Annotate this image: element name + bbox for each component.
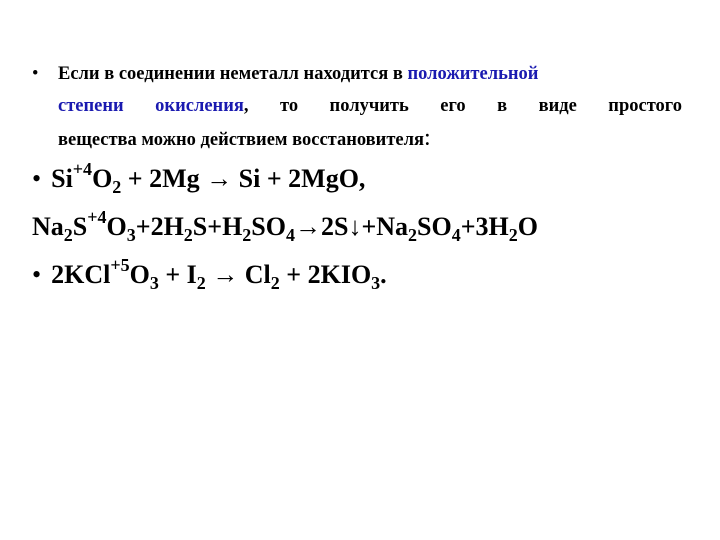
eq-text: SO — [251, 212, 286, 241]
eq-text: →2S↓+Na — [294, 212, 409, 241]
intro-line-3 — [58, 122, 682, 156]
subscript: 2 — [112, 177, 122, 197]
intro-text: вещества можно действием восстановителя — [58, 130, 425, 150]
eq-text: O — [129, 260, 150, 289]
subscript: 2 — [183, 225, 193, 245]
eq-text: O — [106, 212, 127, 241]
subscript: 2 — [508, 225, 518, 245]
eq-text: SO — [417, 212, 452, 241]
oxidation-state: +4 — [72, 159, 93, 179]
eq-text: S — [72, 212, 88, 241]
subscript: 3 — [371, 273, 381, 293]
intro-line-1 — [58, 58, 682, 90]
eq-text: +3H — [460, 212, 509, 241]
subscript: 2 — [242, 225, 252, 245]
eq-text: + 2KIO — [279, 260, 372, 289]
eq-text: O, — [338, 164, 366, 193]
eq-text: O — [517, 212, 539, 241]
eq-text: S+H — [192, 212, 243, 241]
eq-text: + 2Mg → Si + 2Mg — [121, 164, 339, 193]
subscript: 2 — [63, 225, 73, 245]
eq-text: 2KCl — [51, 260, 111, 289]
subscript: 2 — [270, 273, 280, 293]
intro-line-2 — [58, 90, 682, 122]
intro-highlight: положительной — [407, 64, 539, 84]
subscript: 3 — [149, 273, 159, 293]
intro-highlight: степени окисления — [58, 96, 244, 116]
bullet-marker: • — [32, 260, 42, 289]
bullet-marker: • — [32, 64, 39, 84]
equation-3 — [32, 255, 387, 293]
eq-text: Na — [32, 212, 64, 241]
intro-paragraph — [32, 58, 682, 156]
intro-text: , то получить его в виде простого — [243, 96, 682, 116]
subscript: 2 — [408, 225, 418, 245]
eq-text: O — [92, 164, 113, 193]
subscript: 4 — [451, 225, 461, 245]
eq-text: +2H — [135, 212, 184, 241]
subscript: 4 — [285, 225, 295, 245]
oxidation-state: +5 — [110, 255, 130, 275]
subscript: 2 — [196, 273, 206, 293]
eq-text: Si — [51, 164, 73, 193]
intro-colon: : — [424, 125, 431, 151]
bullet-marker: • — [32, 164, 42, 193]
subscript: 3 — [126, 225, 136, 245]
intro-text: Если в соединении неметалл находится в — [58, 64, 408, 84]
equation-1 — [32, 159, 366, 197]
eq-text: → Cl — [205, 260, 271, 289]
equation-2 — [32, 207, 539, 245]
oxidation-state: +4 — [87, 207, 107, 227]
eq-text: . — [380, 260, 387, 289]
eq-text: + I — [158, 260, 197, 289]
